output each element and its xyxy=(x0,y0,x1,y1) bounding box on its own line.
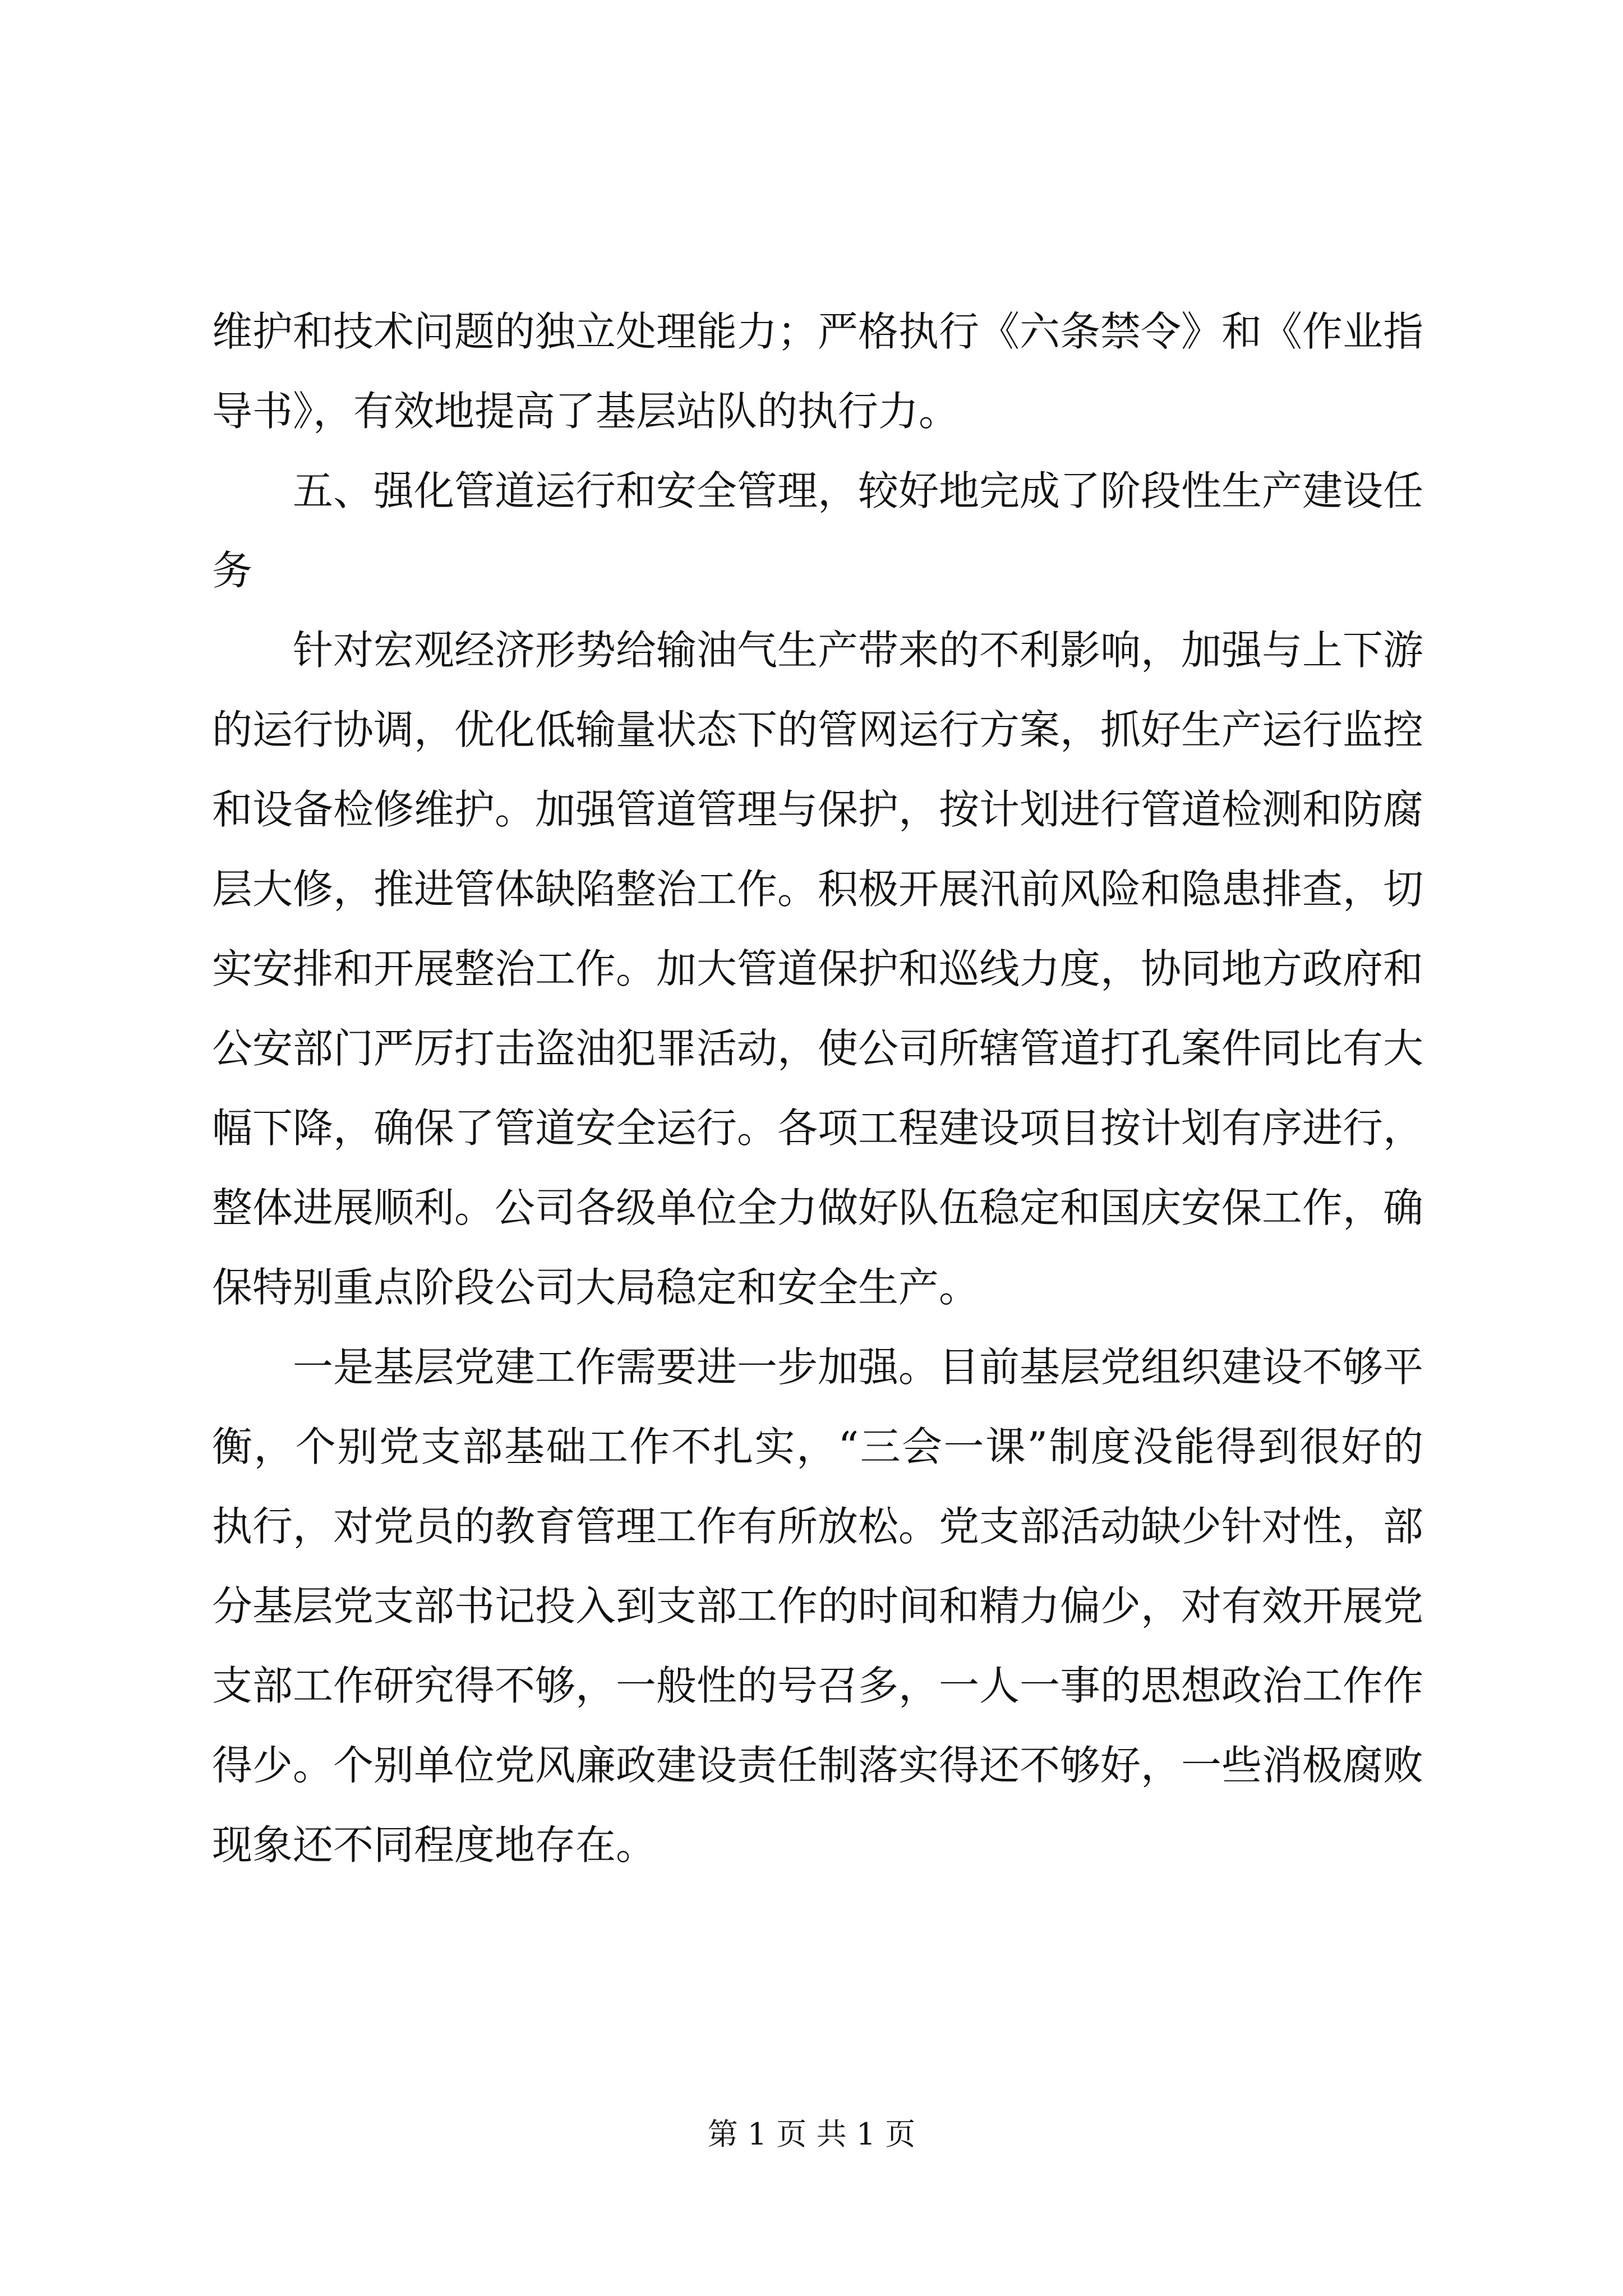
paragraph-continuation: 维护和技术问题的独立处理能力；严格执行《六条禁令》和《作业指导书》，有效地提高了基层站队的执行力。 xyxy=(212,308,1424,435)
page-number-footer: 第 1 页 共 1 页 xyxy=(707,2116,916,2152)
paragraph-party-building: 一是基层党建工作需要进一步加强。目前基层党组织建设不够平衡，个别党支部基础工作不扎实，“三会一课”制度没能得到很好的执行，对党员的教育管理工作有所放松。党支部活动缺少针对性，部分基层党支部书记投入到支部工作的时间和精力偏少，对有效开展党支部工作研究得不够，一般性的号召多，一人一事的思想政治工作作得少。个别单位党风廉政建设责任制落实得还不够好，一些消极腐败现象还不同程度地存在。 xyxy=(212,1343,1424,1869)
document-body xyxy=(212,292,1423,1885)
section-heading: 五、强化管道运行和安全管理，较好地完成了阶段性生产建设任务 xyxy=(212,467,1424,594)
paragraph-pipeline-safety: 针对宏观经济形势给输油气生产带来的不利影响，加强与上下游的运行协调，优化低输量状态下的管网运行方案，抓好生产运行监控和设备检修维护。加强管道管理与保护，按计划进行管道检测和防腐层大修，推进管体缺陷整治工作。积极开展汛前风险和隐患排查，切实安排和开展整治工作。加大管道保护和巡线力度，协同地方政府和公安部门严厉打击盗油犯罪活动，使公司所辖管道打孔案件同比有大幅下降，确保了管道安全运行。各项工程建设项目按计划有序进行，整体进展顺利。公司各级单位全力做好队伍稳定和国庆安保工作，确保特别重点阶段公司大局稳定和安全生产。 xyxy=(212,627,1424,1311)
